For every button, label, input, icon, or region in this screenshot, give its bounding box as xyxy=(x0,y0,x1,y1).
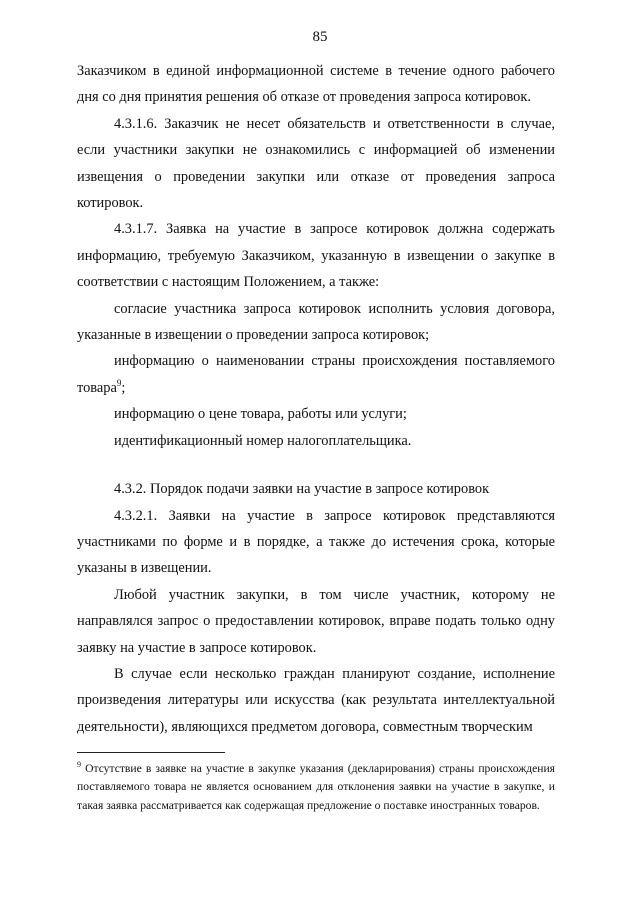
footnote-reference: 9 xyxy=(116,378,122,389)
footnote-marker: 9 xyxy=(77,760,81,770)
list-item-country-origin-text: информацию о наименовании страны происхождения поставляемого товара xyxy=(77,353,555,396)
document-body xyxy=(77,58,555,740)
page-number: 85 xyxy=(312,29,328,45)
paragraph-joint-creation: В случае если несколько граждан планируют создание, исполнение произведения литературы или искусства (как результата интеллектуальной деятельности), являющихся предметом договора, совместным творческим xyxy=(77,665,555,735)
footnote xyxy=(77,760,555,815)
paragraph-any-participant: Любой участник закупки, в том числе участник, которому не направлялся запрос о предоставлении котировок, вправе подать только одну заявку на участие в запросе котировок. xyxy=(77,586,555,656)
list-item-price: информацию о цене товара, работы или услуги; xyxy=(114,406,407,423)
paragraph-4-3-2-1: 4.3.2.1. Заявки на участие в запросе котировок представляются участниками по форме и в порядке, а также до истечения срока, которые указаны в извещении. xyxy=(77,507,555,577)
paragraph-4-3-1-6: 4.3.1.6. Заказчик не несет обязательств и ответственности в случае, если участники закупки не ознакомились с информацией об изменении извещения о проведении закупки или отказе от проведения запроса котировок. xyxy=(77,115,555,212)
list-item-inn: идентификационный номер налогоплательщика. xyxy=(114,432,412,449)
paragraph-4-3-1-7: 4.3.1.7. Заявка на участие в запросе котировок должна содержать информацию, требуемую Заказчиком, указанную в извещении о закупке в соответствии с настоящим Положением, а также: xyxy=(77,221,555,291)
footnote-text: Отсутствие в заявке на участие в закупке указания (декларирования) страны происхождения поставляемого товара не является основанием для отклонения заявки на участие в закупке, и такая заявка рассматривается как содержащая предложение о поставке иностранных товаров. xyxy=(77,762,556,812)
paragraph-continuation: Заказчиком в единой информационной системе в течение одного рабочего дня со дня принятия решения об отказе от проведения запроса котировок. xyxy=(77,63,555,106)
list-item-country-origin-end: ; xyxy=(121,379,126,396)
list-item-country-origin xyxy=(77,348,555,401)
section-heading-4-3-2: 4.3.2. Порядок подачи заявки на участие в запросе котировок xyxy=(114,481,490,498)
footnote-separator xyxy=(77,752,225,753)
list-item-agreement: согласие участника запроса котировок исполнить условия договора, указанные в извещении о проведении запроса котировок; xyxy=(77,300,555,344)
